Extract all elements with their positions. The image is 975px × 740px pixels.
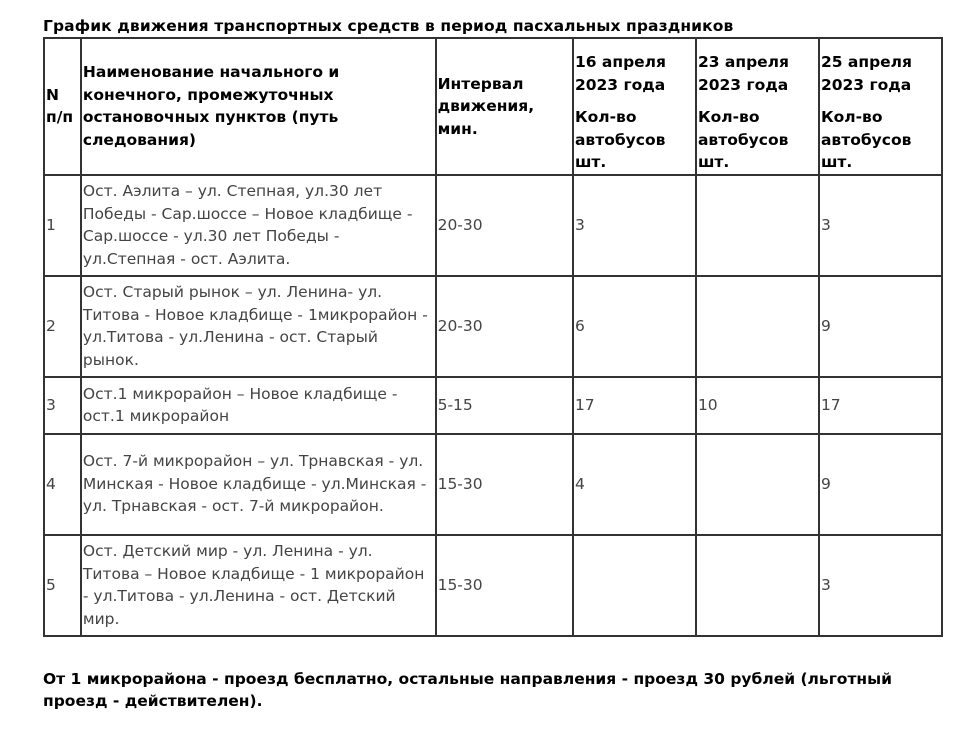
cell-buses-date-1: 4: [573, 434, 696, 535]
cell-number: 5: [44, 535, 81, 636]
cell-buses-date-2: [696, 276, 819, 377]
cell-number: 2: [44, 276, 81, 377]
cell-buses-date-2: [696, 175, 819, 276]
header-date-2: [696, 38, 819, 175]
header-date-1-sub: Кол-во автобусов шт.: [574, 108, 666, 171]
header-route: Наименование начального и конечного, промежуточных остановочных пунктов (путь следования): [81, 38, 436, 175]
header-date-3-sub: Кол-во автобусов шт.: [820, 108, 912, 171]
cell-buses-date-3: 3: [819, 175, 942, 276]
table-row: [44, 175, 942, 276]
cell-buses-date-1: 3: [573, 175, 696, 276]
cell-buses-date-3: 17: [819, 377, 942, 434]
table-row: [44, 377, 942, 434]
cell-interval: 5-15: [436, 377, 573, 434]
header-date-1-label: 16 апреля 2023 года: [574, 53, 666, 94]
table-row: [44, 276, 942, 377]
cell-buses-date-1: 6: [573, 276, 696, 377]
cell-buses-date-3: 3: [819, 535, 942, 636]
header-date-3-label: 25 апреля 2023 года: [820, 53, 912, 94]
header-date-3: [819, 38, 942, 175]
table-row: [44, 434, 942, 535]
fare-note: От 1 микрорайона - проезд бесплатно, остальные направления - проезд 30 рублей (льготный проезд - действителен).: [43, 670, 893, 710]
cell-interval: 20-30: [436, 175, 573, 276]
header-date-1: [573, 38, 696, 175]
cell-interval: 15-30: [436, 434, 573, 535]
cell-route: Ост.1 микрорайон – Новое кладбище - ост.1 микрорайон: [81, 377, 436, 434]
cell-number: 4: [44, 434, 81, 535]
schedule-table: [43, 37, 943, 637]
cell-interval: 20-30: [436, 276, 573, 377]
cell-buses-date-3: 9: [819, 276, 942, 377]
cell-route: Ост. 7-й микрорайон – ул. Трнавская - ул. Минская - Новое кладбище - ул.Минская - ул. Трнавская - ост. 7-й микрорайон.: [81, 434, 436, 535]
cell-buses-date-2: 10: [696, 377, 819, 434]
header-date-2-sub: Кол-во автобусов шт.: [697, 108, 789, 171]
page-title: График движения транспортных средств в период пасхальных праздников: [43, 17, 734, 35]
table-row: [44, 535, 942, 636]
cell-number: 1: [44, 175, 81, 276]
header-number: N п/п: [44, 38, 81, 175]
cell-number: 3: [44, 377, 81, 434]
cell-buses-date-1: [573, 535, 696, 636]
cell-buses-date-2: [696, 535, 819, 636]
cell-buses-date-3: 9: [819, 434, 942, 535]
cell-route: Ост. Детский мир - ул. Ленина - ул. Титова – Новое кладбище - 1 микрорайон - ул.Титова - ул.Ленина - ост. Детский мир.: [81, 535, 436, 636]
header-interval: Интервал движения, мин.: [436, 38, 573, 175]
cell-buses-date-2: [696, 434, 819, 535]
cell-route: Ост. Аэлита – ул. Степная, ул.30 лет Победы - Сар.шоссе – Новое кладбище - Сар.шоссе - ул.30 лет Победы - ул.Степная - ост. Аэлита.: [81, 175, 436, 276]
cell-interval: 15-30: [436, 535, 573, 636]
table-header-row: [44, 38, 942, 175]
cell-buses-date-1: 17: [573, 377, 696, 434]
header-date-2-label: 23 апреля 2023 года: [697, 53, 789, 94]
cell-route: Ост. Старый рынок – ул. Ленина- ул. Титова - Новое кладбище - 1микрорайон - ул.Титова - ул.Ленина - ост. Старый рынок.: [81, 276, 436, 377]
